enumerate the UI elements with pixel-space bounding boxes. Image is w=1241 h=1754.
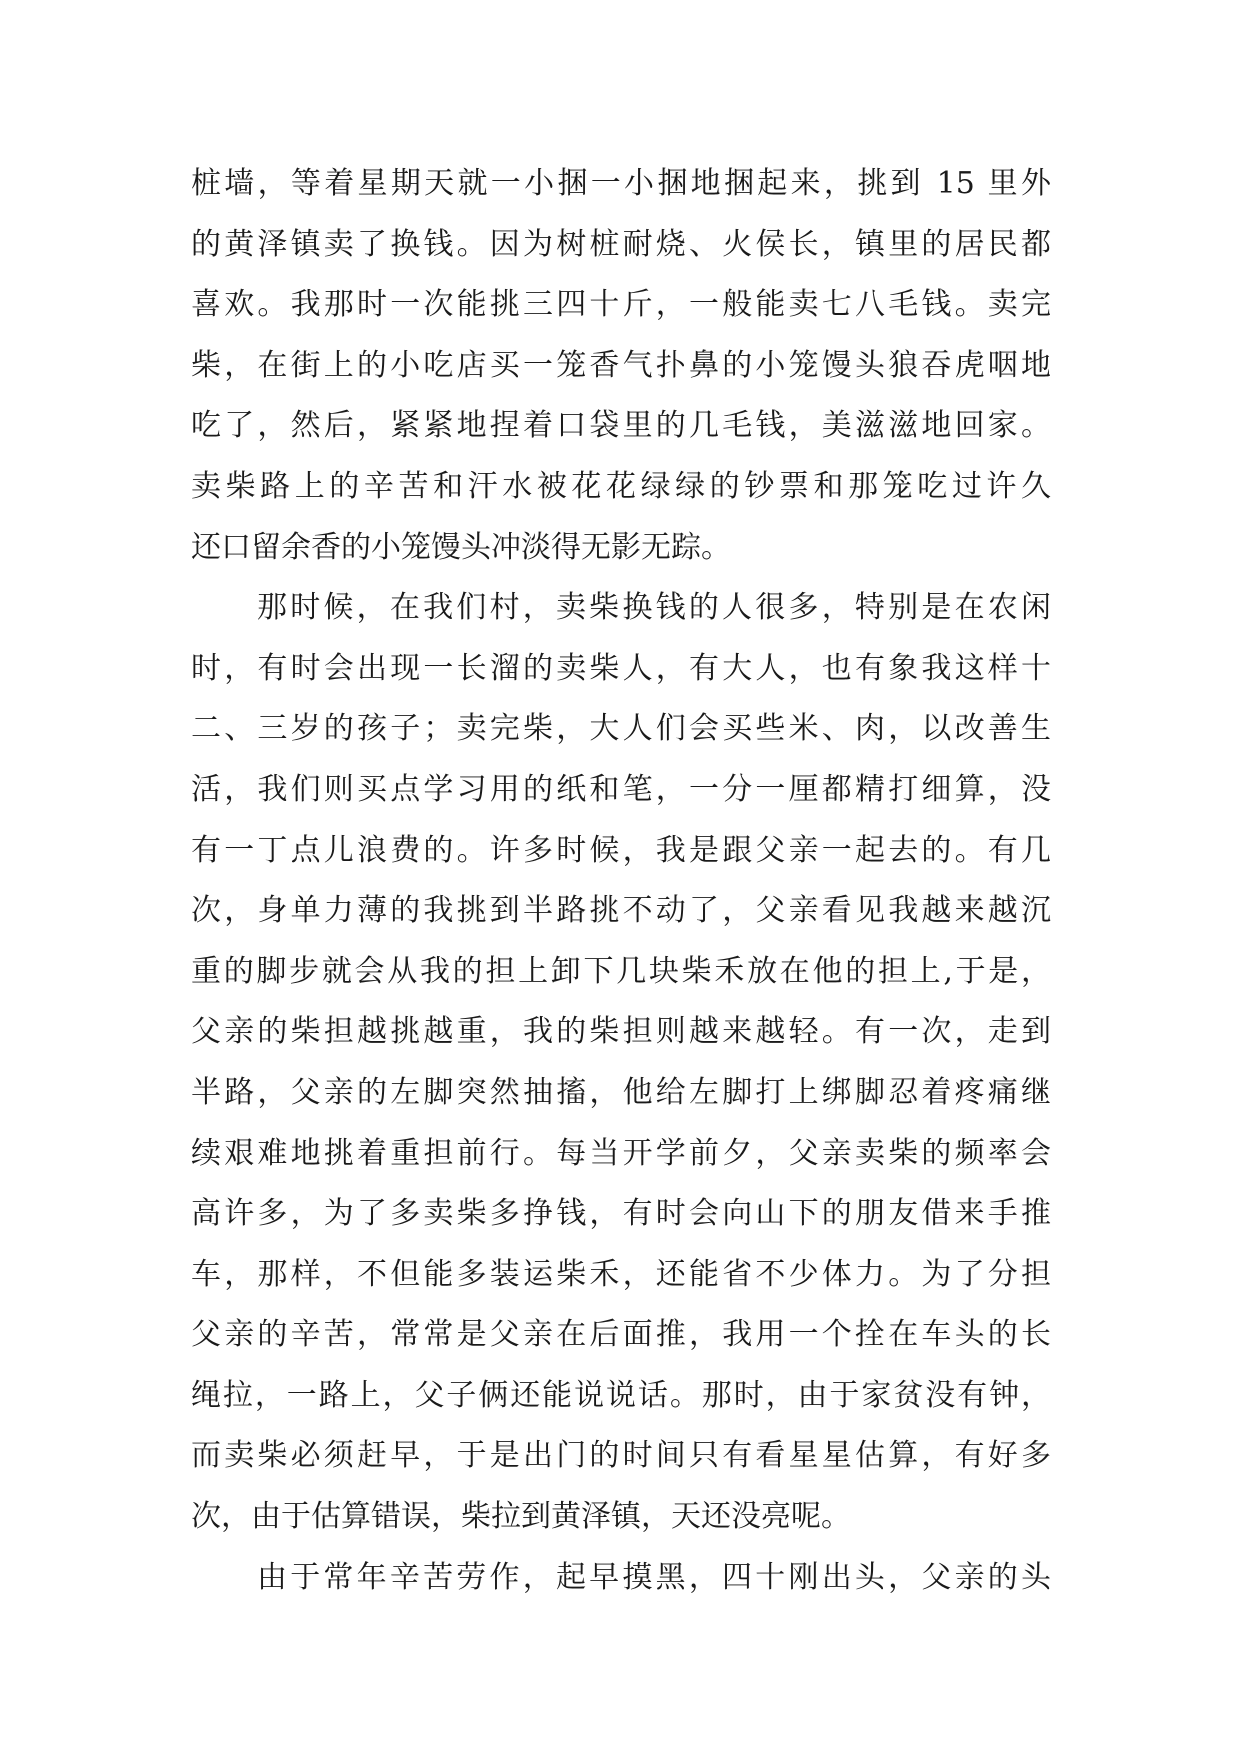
text-line: 卖柴路上的辛苦和汗水被花花绿绿的钞票和那笼吃过许久 <box>191 468 1051 504</box>
text-line: 重的脚步就会从我的担上卸下几块柴禾放在他的担上,于是， <box>191 953 1051 989</box>
text-line: 半路，父亲的左脚突然抽搐，他给左脚打上绑脚忍着疼痛继 <box>191 1074 1051 1110</box>
text-line: 桩墙，等着星期天就一小捆一小捆地捆起来，挑到 15 里外 <box>191 166 1051 201</box>
text-line: 二、三岁的孩子；卖完柴，大人们会买些米、肉，以改善生 <box>191 711 1051 747</box>
text-line: 有一丁点儿浪费的。许多时候，我是跟父亲一起去的。有几 <box>191 832 1051 868</box>
text-line: 续艰难地挑着重担前行。每当开学前夕，父亲卖柴的频率会 <box>191 1135 1051 1171</box>
text-line: 柴，在街上的小吃店买一笼香气扑鼻的小笼馒头狼吞虎咽地 <box>191 347 1051 383</box>
text-line: 次，由于估算错误，柴拉到黄泽镇，天还没亮呢。 <box>191 1499 851 1535</box>
paragraph-first-line: 由于常年辛苦劳作，起早摸黑，四十刚出头，父亲的头 <box>257 1559 1051 1595</box>
text-line: 次，身单力薄的我挑到半路挑不动了，父亲看见我越来越沉 <box>191 893 1051 929</box>
text-line: 高许多，为了多卖柴多挣钱，有时会向山下的朋友借来手推 <box>191 1196 1051 1232</box>
text-line: 绳拉，一路上，父子俩还能说说话。那时，由于家贫没有钟， <box>191 1377 1051 1413</box>
text-line: 父亲的柴担越挑越重，我的柴担则越来越轻。有一次，走到 <box>191 1014 1051 1050</box>
text-line: 时，有时会出现一长溜的卖柴人，有大人，也有象我这样十 <box>191 650 1051 686</box>
text-line: 活，我们则买点学习用的纸和笔，一分一厘都精打细算，没 <box>191 771 1051 807</box>
text-line: 而卖柴必须赶早，于是出门的时间只有看星星估算，有好多 <box>191 1438 1051 1474</box>
text-line: 喜欢。我那时一次能挑三四十斤，一般能卖七八毛钱。卖完 <box>191 287 1051 323</box>
text-line: 吃了，然后，紧紧地捏着口袋里的几毛钱，美滋滋地回家。 <box>191 408 1051 444</box>
body-text <box>191 154 1051 1608</box>
text-line: 车，那样，不但能多装运柴禾，还能省不少体力。为了分担 <box>191 1256 1051 1292</box>
text-line: 还口留余香的小笼馒头冲淡得无影无踪。 <box>191 529 731 565</box>
paragraph-first-line: 那时候，在我们村，卖柴换钱的人很多，特别是在农闲 <box>257 590 1051 626</box>
text-line: 的黄泽镇卖了换钱。因为树桩耐烧、火侯长，镇里的居民都 <box>191 226 1051 262</box>
text-line: 父亲的辛苦，常常是父亲在后面推，我用一个拴在车头的长 <box>191 1317 1051 1353</box>
